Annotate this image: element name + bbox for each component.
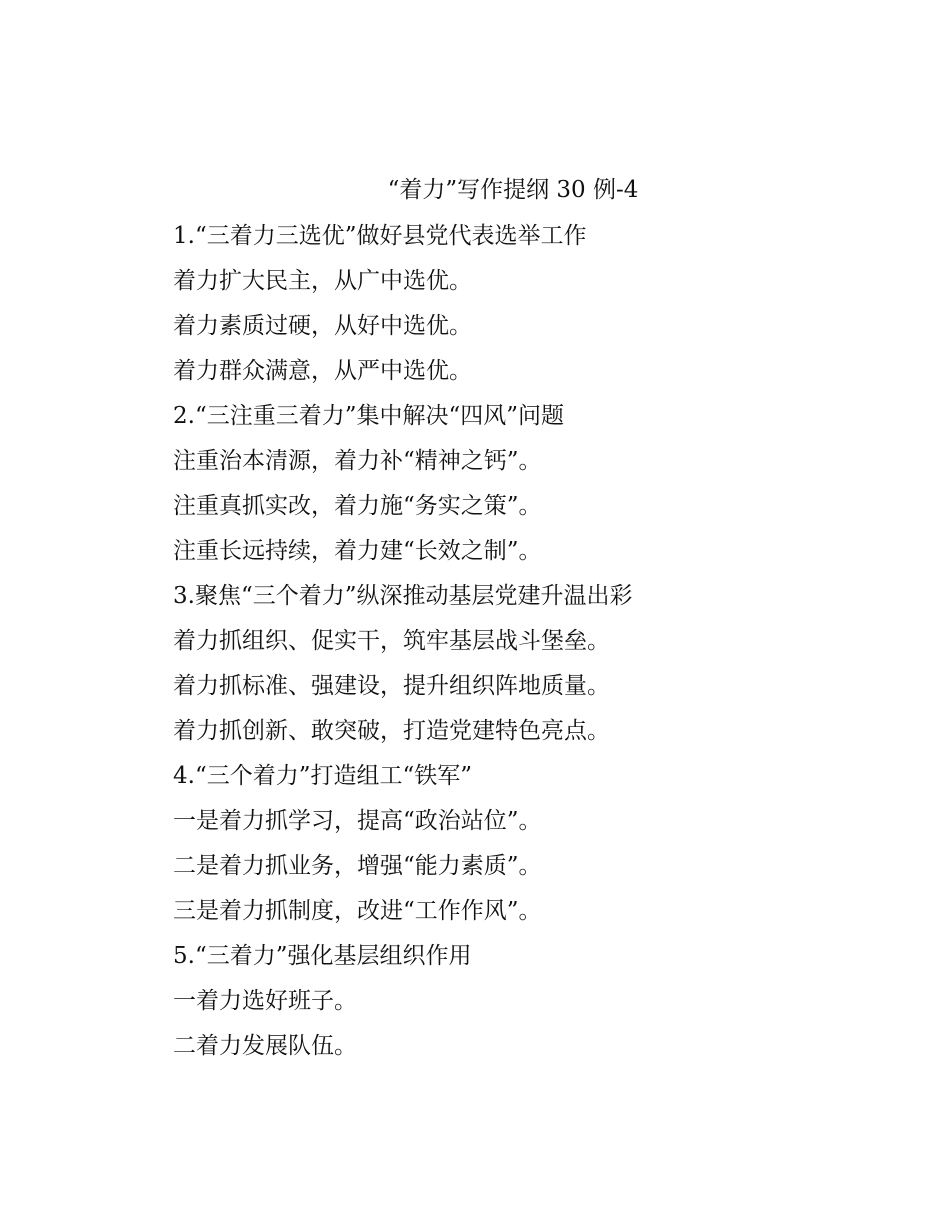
heading-5: 5.“三着力”强化基层组织作用 <box>173 943 472 969</box>
paragraph-line: 二着力发展队伍。 <box>173 1033 357 1059</box>
paragraph-line: 注重治本清源，着力补“精神之钙”。 <box>173 448 542 474</box>
heading-3: 3.聚焦“三个着力”纵深推动基层党建升温出彩 <box>173 583 633 609</box>
document-title <box>0 172 950 208</box>
heading-2: 2.“三注重三着力”集中解决“四风”问题 <box>173 403 564 429</box>
document-body <box>173 217 873 1072</box>
heading-1: 1.“三着力三选优”做好县党代表选举工作 <box>173 223 587 249</box>
paragraph-line: 着力抓组织、促实干，筑牢基层战斗堡垒。 <box>173 628 610 654</box>
paragraph-line: 三是着力抓制度，改进“工作作风”。 <box>173 898 542 924</box>
paragraph-line: 注重真抓实改，着力施“务实之策”。 <box>173 493 542 519</box>
paragraph-line: 注重长远持续，着力建“长效之制”。 <box>173 538 542 564</box>
paragraph-line: 着力扩大民主，从广中选优。 <box>173 268 472 294</box>
paragraph-line: 一是着力抓学习，提高“政治站位”。 <box>173 808 542 834</box>
heading-4: 4.“三个着力”打造组工“铁军” <box>173 763 472 789</box>
paragraph-line: 二是着力抓业务，增强“能力素质”。 <box>173 853 542 879</box>
paragraph-line: 着力素质过硬，从好中选优。 <box>173 313 472 339</box>
document-title-text: “着力”写作提纲 30 例-4 <box>387 177 639 203</box>
paragraph-line: 着力抓标准、强建设，提升组织阵地质量。 <box>173 673 610 699</box>
paragraph-line: 一着力选好班子。 <box>173 988 357 1014</box>
paragraph-line: 着力抓创新、敢突破，打造党建特色亮点。 <box>173 718 610 744</box>
paragraph-line: 着力群众满意，从严中选优。 <box>173 358 472 384</box>
